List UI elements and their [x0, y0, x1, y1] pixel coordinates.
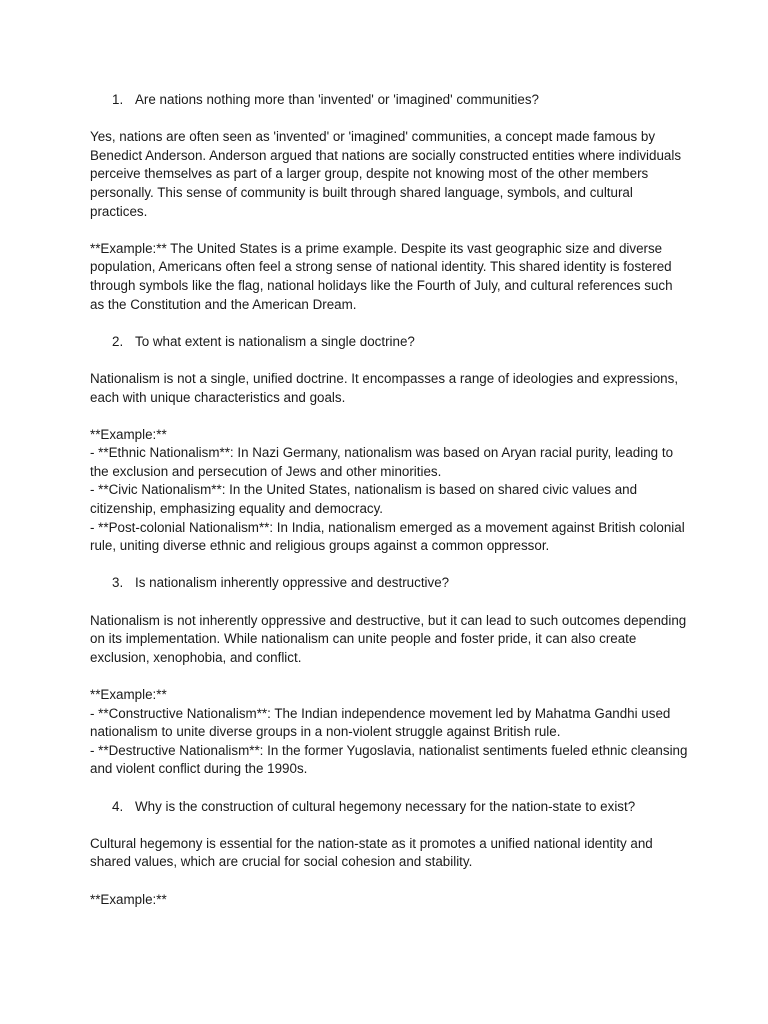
answer-paragraph: Cultural hegemony is essential for the nation-state as it promotes a unified national identity and shared values, which are crucial for social cohesion and stability.	[90, 835, 657, 870]
question-number: 4.	[112, 798, 124, 814]
answer-paragraph: Nationalism is not inherently oppressive and destructive, but it can lead to such outcomes depending on its implementation. While nationalism can unite people and foster pride, it can also create exclusion, xenophobia, and conflict.	[90, 612, 690, 665]
question-3	[90, 574, 690, 593]
question-number: 3.	[112, 575, 124, 591]
answer-paragraph: Yes, nations are often seen as 'invented' or 'imagined' communities, a concept made famous by Benedict Anderson. Anderson argued that nations are socially constructed entities where individuals perceive themselves as part of a larger group, despite not knowing most of the other members personally. This sense of community is built through shared language, symbols, and cultural practices.	[90, 129, 685, 219]
example-paragraph: **Example:** - **Ethnic Nationalism**: In Nazi Germany, nationalism was based on Aryan racial purity, leading to the exclusion and persecution of Jews and other minorities. - **Civic Nationalism**: In the United States, nationalism is based on shared civic values and citizenship, emphasizing equality and democracy. - **Post-colonial Nationalism**: In India, nationalism emerged as a movement against British colonial rule, uniting diverse ethnic and religious groups against a common oppressor.	[90, 426, 685, 554]
example-paragraph: **Example:** The United States is a prime example. Despite its vast geographic size and diverse population, Americans often feel a strong sense of national identity. This shared identity is fostered through symbols like the flag, national holidays like the Fourth of July, and cultural references such as the Constitution and the American Dream.	[90, 240, 677, 312]
question-2	[90, 333, 690, 352]
question-text: Why is the construction of cultural hegemony necessary for the nation-state to exist?	[135, 798, 636, 814]
document-page	[90, 91, 690, 909]
answer-paragraph: Nationalism is not a single, unified doctrine. It encompasses a range of ideologies and expressions, each with unique characteristics and goals.	[90, 370, 682, 405]
question-number: 1.	[112, 92, 124, 107]
question-1	[90, 91, 690, 110]
question-text: Are nations nothing more than 'invented' or 'imagined' communities?	[135, 92, 539, 107]
question-number: 2.	[112, 333, 124, 349]
question-4	[90, 798, 690, 817]
example-paragraph: **Example:** - **Constructive Nationalism**: The Indian independence movement led by Mahatma Gandhi used nationalism to unite diverse groups in a non-violent struggle against British rule. - **Destructive Nationalism**: In the former Yugoslavia, nationalist sentiments fueled ethnic cleansing and violent conflict during the 1990s.	[90, 687, 688, 777]
question-text: To what extent is nationalism a single doctrine?	[135, 333, 415, 349]
example-paragraph: **Example:**	[90, 891, 167, 907]
question-text: Is nationalism inherently oppressive and destructive?	[135, 575, 450, 591]
